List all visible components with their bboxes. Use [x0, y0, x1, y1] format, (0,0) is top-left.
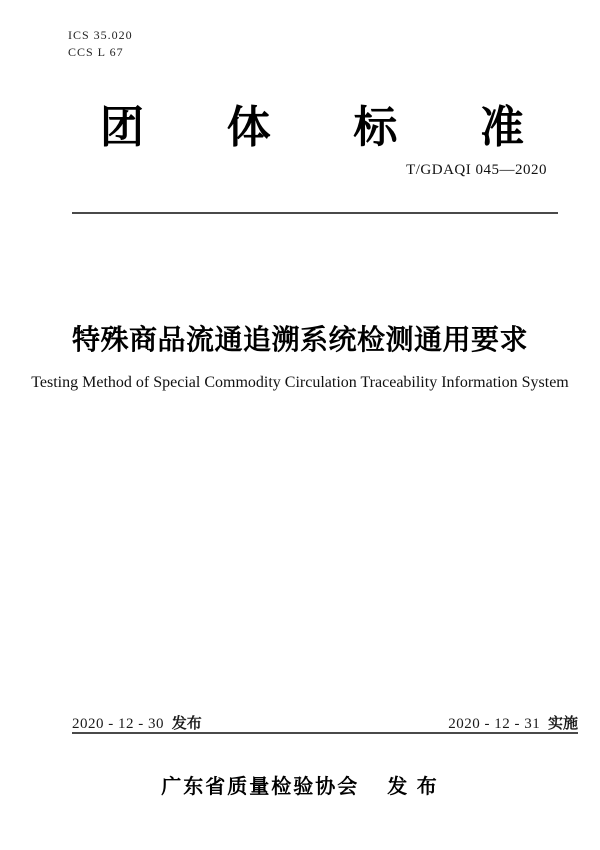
issue-date: 2020 - 12 - 30: [72, 716, 164, 732]
issue-date-group: [72, 712, 202, 733]
standard-type-char: 团: [100, 103, 144, 152]
publisher-name: 广东省质量检验协会: [161, 776, 360, 798]
publisher-row: [0, 770, 600, 799]
standard-type-char: 体: [226, 103, 271, 152]
standard-type-char: 准: [479, 103, 524, 152]
footer-divider-rule: [72, 732, 578, 734]
publisher-action-label: 发 布: [387, 776, 439, 798]
implementation-date: 2020 - 12 - 31: [448, 716, 541, 732]
document-title-english: Testing Method of Special Commodity Circulation Traceability Information System: [31, 374, 569, 391]
dates-row: [72, 712, 578, 733]
ccs-code: CCS L 67: [68, 45, 124, 59]
ics-code: ICS 35.020: [68, 28, 133, 42]
classification-codes: [68, 27, 133, 61]
standard-type-char: 标: [353, 103, 398, 152]
document-title-chinese: 特殊商品流通追溯系统检测通用要求: [71, 324, 528, 355]
standard-number: T/GDAQI 045—2020: [406, 162, 547, 178]
standard-type-title: [100, 104, 524, 152]
implementation-date-label: 实施: [547, 715, 578, 732]
implementation-date-group: [448, 712, 578, 733]
issue-date-label: 发布: [171, 715, 202, 732]
header-divider-rule: [72, 212, 558, 214]
